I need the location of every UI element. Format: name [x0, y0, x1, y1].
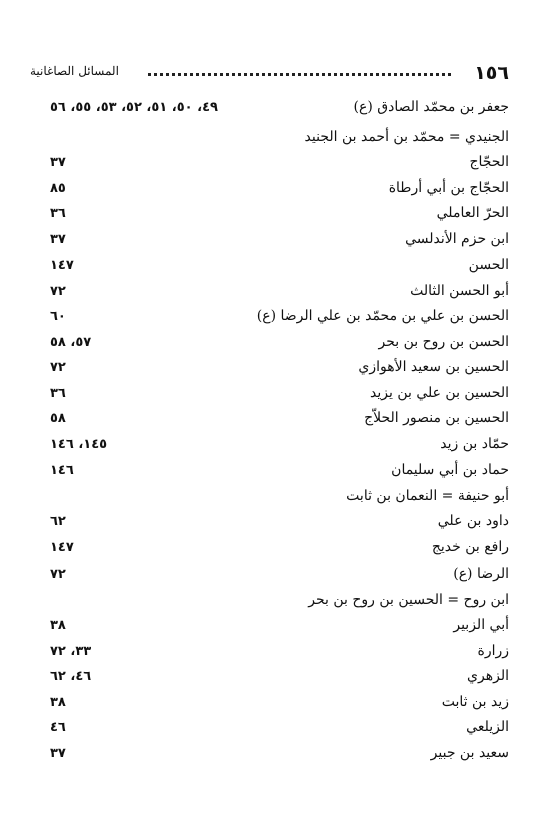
index-entry: [30, 643, 509, 667]
index-entry: [30, 436, 509, 460]
entry-pages: ٣٦: [50, 386, 66, 401]
entry-name: رافع بن خديج: [431, 539, 509, 555]
index-entry: [30, 539, 509, 563]
entry-name: الحرّ العاملي: [436, 205, 509, 221]
dotted-leader: [148, 73, 451, 76]
index-entry: [30, 745, 509, 769]
entry-pages: ٦٢: [50, 514, 66, 529]
index-entry: [30, 513, 509, 537]
entry-name: الحجّاج بن أبي أرطاة: [388, 180, 509, 196]
index-entry: [30, 694, 509, 718]
entry-name: أبو حنيفة = النعمان بن ثابت: [346, 488, 509, 504]
index-entry: [30, 385, 509, 409]
entry-name: الحسين بن منصور الحلاّج: [364, 410, 509, 426]
entry-pages: ٤٦، ٦٢: [50, 669, 92, 684]
entry-name: سعيد بن جبير: [430, 745, 509, 761]
index-entry: [30, 359, 509, 383]
entry-pages: ٧٢: [50, 360, 66, 375]
entry-name: زرارة: [477, 643, 509, 659]
index-entry: [30, 283, 509, 307]
entry-name: الزهري: [467, 668, 509, 684]
index-entry: [30, 231, 509, 255]
entry-pages: ٣٧: [50, 746, 66, 761]
entry-name: الزيلعي: [466, 719, 509, 735]
entry-pages: ٨٥: [50, 181, 66, 196]
entry-name: حماد بن أبي سليمان: [391, 462, 509, 478]
index-entry: [30, 334, 509, 358]
index-entry: [30, 566, 509, 590]
entry-name: أبو الحسن الثالث: [410, 283, 509, 299]
entry-name: الحسن: [468, 257, 509, 273]
index-entry: [30, 592, 509, 616]
index-entry: [30, 129, 509, 153]
index-entry: [30, 308, 509, 332]
index-entry: [30, 617, 509, 641]
entry-pages: ٣٨: [50, 695, 66, 710]
entry-pages: ٣٨: [50, 618, 66, 633]
entry-name: الحسن بن روح بن بحر: [378, 334, 509, 350]
index-entry: [30, 462, 509, 486]
entry-name: أبي الزبير: [453, 617, 509, 633]
entry-name: زيد بن ثابت: [441, 694, 509, 710]
entry-pages: ١٤٧: [50, 258, 74, 273]
index-entry: [30, 668, 509, 692]
entry-pages: ٣٦: [50, 206, 66, 221]
entry-pages: ٣٣، ٧٢: [50, 644, 92, 659]
entry-pages: ٣٧: [50, 232, 66, 247]
entry-pages: ٦٠: [50, 309, 66, 324]
entry-name: الحجّاج: [469, 154, 509, 170]
entry-name: الحسين بن سعيد الأهوازي: [358, 359, 509, 375]
page-number: ١٥٦: [474, 62, 509, 84]
entry-pages: ٤٩، ٥٠، ٥١، ٥٢، ٥٣، ٥٥، ٥٦: [50, 100, 218, 115]
entry-name: ابن حزم الأندلسي: [405, 231, 509, 247]
entry-pages: ٥٨: [50, 411, 66, 426]
index-entry: [30, 488, 509, 512]
entry-name: داود بن علي: [437, 513, 509, 529]
index-entry: [30, 180, 509, 204]
running-title: المسائل الصاغانية: [30, 64, 119, 78]
index-entry: [30, 99, 509, 123]
entry-pages: ١٤٦: [50, 463, 74, 478]
entry-pages: ٣٧: [50, 155, 66, 170]
entry-name: الحسن بن علي بن محمّد بن علي الرضا (ع): [256, 308, 509, 324]
entry-pages: ١٤٧: [50, 540, 74, 555]
entry-pages: ٧٢: [50, 567, 66, 582]
index-entry: [30, 410, 509, 434]
entry-pages: ١٤٥، ١٤٦: [50, 437, 108, 452]
index-entry: [30, 257, 509, 281]
entry-name: الحسين بن علي بن يزيد: [370, 385, 509, 401]
entry-name: الجنيدي = محمّد بن أحمد بن الجنيد: [304, 129, 509, 145]
entry-name: حمّاد بن زيد: [440, 436, 509, 452]
entry-name: الرضا (ع): [453, 566, 509, 582]
entry-pages: ٥٧، ٥٨: [50, 335, 92, 350]
entry-pages: ٧٢: [50, 284, 66, 299]
index-entry: [30, 719, 509, 743]
entry-pages: ٤٦: [50, 720, 66, 735]
index-entry: [30, 205, 509, 229]
entry-name: ابن روح = الحسين بن روح بن بحر: [308, 592, 509, 608]
entry-name: جعفر بن محمّد الصادق (ع): [353, 99, 509, 115]
index-entry: [30, 154, 509, 178]
page-header: [30, 62, 509, 86]
